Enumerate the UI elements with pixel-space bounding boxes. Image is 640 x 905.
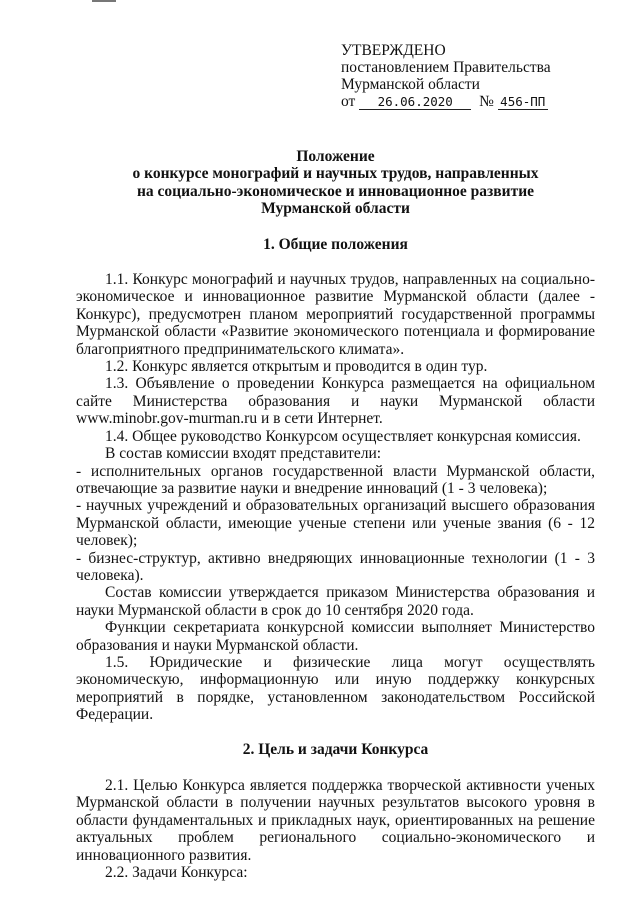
paragraph: 2.2. Задачи Конкурса: [105,864,248,882]
title-line: Мурманской области [261,200,410,218]
document-title [76,148,595,218]
list-item: - бизнес-структур, активно внедряющих инновационные технологии (1 - 3 человека). [76,549,595,584]
approval-date-number-line [341,93,581,110]
paragraph: 1.3. Объявление о проведении Конкурса размещается на официальном сайте Министерства образования и науки Мурманской области www.minobr.gov-murman.ru и в сети Интернет. [76,375,595,428]
paragraph: Состав комиссии утверждается приказом Министерства образования и науки Мурманской области в срок до 10 сентября 2020 года. [76,584,595,619]
section-2-heading: 2. Цель и задачи Конкурса [242,740,429,758]
document-body [76,148,595,881]
title-line: о конкурсе монографий и научных трудов, направленных [132,165,539,183]
decree-date: 26.06.2020 [359,94,471,110]
approval-block [341,42,581,110]
scan-mark [92,0,116,2]
paragraph: Функции секретариата конкурсной комиссии выполняет Министерство образования и науки Мурманской области. [76,619,595,654]
paragraph: В состав комиссии входят представители: [105,445,382,463]
approval-region: Мурманской области [341,76,480,93]
number-label: № [479,93,494,110]
title-line: Положение [296,148,375,165]
paragraph: 1.2. Конкурс является открытым и проводится в один тур. [105,358,488,376]
title-line: на социально-экономическое и инновационное развитие [136,182,535,200]
paragraph: 1.1. Конкурс монографий и научных трудов, направленных на социально-экономическое и инновационное развитие Мурманской области (далее - Конкурс), предусмотрен планом мероприятий государственной программы Мурманской области «Развитие экономического потенциала и формирование благоприятного предпринимательского климата». [76,271,595,358]
list-item: - научных учреждений и образовательных организаций высшего образования Мурманской области, имеющие ученые степени или ученые звания (6 - 12 человек); [76,497,595,550]
paragraph: 1.5. Юридические и физические лица могут осуществлять экономическую, информационную или иную поддержку конкурсных мероприятий в порядке, установленном законодательством Российской Федерации. [76,653,595,724]
approval-by-decree: постановлением Правительства [341,59,551,76]
section-1-body [76,271,595,724]
paragraph: 1.4. Общее руководство Конкурсом осуществляет конкурсная комиссия. [105,427,581,445]
section-2-body [76,777,595,881]
from-label: от [341,93,356,110]
approval-heading: УТВЕРЖДЕНО [341,42,446,59]
decree-number: 456-ПП [498,94,548,110]
paragraph: 2.1. Целью Конкурса является поддержка творческой активности ученых Мурманской области в получении научных результатов высокого уровня в области фундаментальных и прикладных наук, ориентированных на решение актуальных проблем регионального социально-экономического и инновационного развития. [76,777,595,864]
list-item: - исполнительных органов государственной власти Мурманской области, отвечающие за развитие науки и внедрение инноваций (1 - 3 человека); [76,462,595,497]
section-1-heading: 1. Общие положения [263,235,408,253]
